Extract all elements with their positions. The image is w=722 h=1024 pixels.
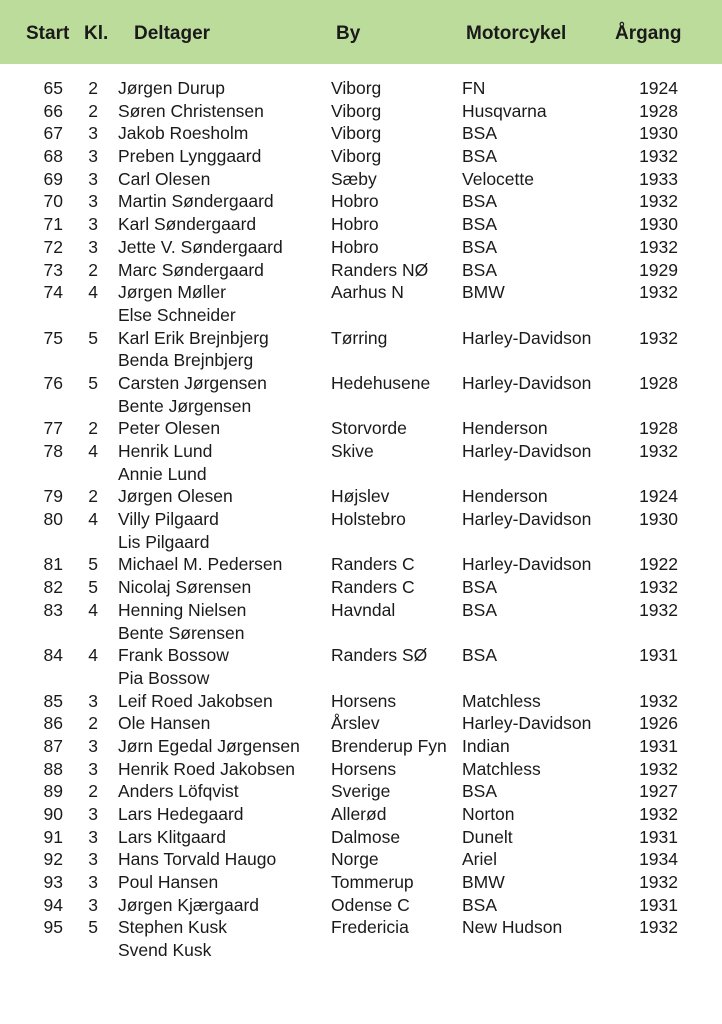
- table-row: [0, 735, 722, 758]
- city: Randers C: [331, 577, 415, 598]
- row-extra-line: [0, 349, 722, 372]
- city: Holstebro: [331, 509, 406, 530]
- row-main-line: [0, 236, 722, 259]
- participant-name: Henrik Lund: [118, 441, 213, 461]
- class-number: 3: [88, 804, 98, 824]
- class-number: 4: [88, 599, 98, 620]
- year: 1924: [639, 78, 678, 98]
- table-row: [0, 758, 722, 781]
- class-number: 2: [88, 418, 98, 439]
- class-number: 3: [88, 690, 98, 711]
- table-row: [0, 190, 722, 213]
- city: Randers SØ: [331, 645, 428, 666]
- motorcycle: Henderson: [462, 486, 548, 507]
- row-main-line: [0, 826, 722, 849]
- participant-name: Nicolaj Sørensen: [118, 577, 252, 598]
- row-main-line: [0, 190, 722, 213]
- row-main-line: [0, 848, 722, 871]
- city: Norge: [331, 849, 379, 870]
- table-row: [0, 236, 722, 259]
- participant-name: Karl Erik Brejnbjerg: [118, 327, 269, 348]
- city: Sverige: [331, 781, 391, 802]
- class-number: 2: [88, 781, 98, 802]
- city: Viborg: [331, 100, 382, 121]
- table-row: [0, 848, 722, 871]
- table-header: [0, 0, 722, 64]
- city: Randers NØ: [331, 259, 429, 280]
- motorcycle: Ariel: [462, 849, 498, 870]
- table-row: [0, 871, 722, 894]
- start-number: 94: [43, 894, 63, 915]
- table-row: [0, 372, 722, 417]
- motorcycle: New Hudson: [462, 917, 563, 938]
- city: Viborg: [331, 123, 382, 144]
- city: Fredericia: [331, 917, 409, 938]
- start-number: 81: [43, 554, 63, 575]
- year: 1932: [639, 441, 678, 461]
- city: Allerød: [331, 804, 387, 824]
- row-main-line: [0, 213, 722, 236]
- table-row: [0, 916, 722, 961]
- row-main-line: [0, 168, 722, 191]
- row-extra-line: [0, 622, 722, 645]
- class-number: 4: [88, 509, 98, 530]
- row-main-line: [0, 576, 722, 599]
- class-number: 2: [88, 259, 98, 280]
- year: 1928: [639, 418, 678, 439]
- header-motorcykel: Motorcykel: [466, 23, 567, 44]
- year: 1922: [639, 554, 678, 575]
- city: Dalmose: [331, 826, 401, 847]
- participant-name: Leif Roed Jakobsen: [118, 690, 273, 711]
- motorcycle: Norton: [462, 804, 515, 824]
- motorcycle: Harley-Davidson: [462, 509, 592, 530]
- start-number: 70: [43, 191, 63, 212]
- participant-name: Preben Lynggaard: [118, 146, 262, 167]
- motorcycle: BSA: [462, 599, 498, 620]
- row-extra-line: [0, 667, 722, 690]
- participant-name: Jette V. Søndergaard: [118, 236, 283, 257]
- class-number: 4: [88, 282, 98, 303]
- row-main-line: [0, 327, 722, 350]
- class-number: 5: [88, 577, 98, 598]
- row-extra-line: [0, 531, 722, 554]
- row-main-line: [0, 780, 722, 803]
- motorcycle: Velocette: [462, 168, 534, 189]
- class-number: 2: [88, 100, 98, 121]
- motorcycle: FN: [462, 78, 486, 98]
- class-number: 3: [88, 146, 98, 167]
- class-number: 2: [88, 78, 98, 98]
- participant-name: Anders Löfqvist: [118, 781, 239, 802]
- row-main-line: [0, 485, 722, 508]
- row-main-line: [0, 803, 722, 826]
- year: 1931: [639, 645, 678, 666]
- start-number: 65: [43, 78, 63, 98]
- motorcycle: BSA: [462, 645, 498, 666]
- participant-name: Jørgen Møller: [118, 282, 226, 303]
- class-number: 3: [88, 849, 98, 870]
- row-extra-line: [0, 463, 722, 486]
- row-main-line: [0, 259, 722, 282]
- row-main-line: [0, 372, 722, 395]
- start-number: 86: [43, 713, 63, 734]
- class-number: 5: [88, 372, 98, 393]
- start-number: 90: [43, 804, 63, 824]
- participant-name: Jørgen Olesen: [118, 486, 233, 507]
- start-number: 89: [43, 781, 63, 802]
- table-row: [0, 440, 722, 485]
- participant-name: Jørgen Kjærgaard: [118, 894, 260, 915]
- motorcycle: BSA: [462, 146, 498, 167]
- table-row: [0, 168, 722, 191]
- start-number: 95: [43, 917, 63, 938]
- start-number: 78: [43, 441, 63, 461]
- start-number: 71: [43, 214, 63, 235]
- class-number: 3: [88, 894, 98, 915]
- row-main-line: [0, 758, 722, 781]
- participant-name: Henning Nielsen: [118, 599, 247, 620]
- motorcycle: Dunelt: [462, 826, 513, 847]
- city: Tommerup: [331, 872, 414, 893]
- row-extra-line: [0, 939, 722, 962]
- header-kl: Kl.: [84, 23, 109, 44]
- class-number: 5: [88, 917, 98, 938]
- start-number: 74: [43, 282, 63, 303]
- year: 1932: [639, 146, 678, 167]
- participant-name: Marc Søndergaard: [118, 259, 264, 280]
- city: Horsens: [331, 690, 397, 711]
- row-main-line: [0, 894, 722, 917]
- participant-name: Else Schneider: [118, 304, 236, 325]
- table-row: [0, 100, 722, 123]
- motorcycle: BSA: [462, 191, 498, 212]
- participant-name: Bente Jørgensen: [118, 395, 252, 416]
- table-row: [0, 508, 722, 553]
- start-number: 69: [43, 168, 63, 189]
- city: Hedehusene: [331, 372, 431, 393]
- city: Skive: [331, 441, 374, 461]
- motorcycle: Harley-Davidson: [462, 713, 592, 734]
- row-main-line: [0, 712, 722, 735]
- class-number: 3: [88, 826, 98, 847]
- class-number: 2: [88, 713, 98, 734]
- row-main-line: [0, 145, 722, 168]
- start-number: 83: [43, 599, 63, 620]
- class-number: 5: [88, 327, 98, 348]
- participant-name: Villy Pilgaard: [118, 509, 219, 530]
- year: 1931: [639, 826, 678, 847]
- year: 1931: [639, 735, 678, 756]
- start-number: 92: [43, 849, 63, 870]
- table-row: [0, 690, 722, 713]
- city: Viborg: [331, 146, 382, 167]
- row-main-line: [0, 871, 722, 894]
- table-row: [0, 417, 722, 440]
- table-row: [0, 826, 722, 849]
- row-main-line: [0, 735, 722, 758]
- year: 1934: [639, 849, 678, 870]
- row-main-line: [0, 122, 722, 145]
- participant-name: Jørn Egedal Jørgensen: [118, 735, 300, 756]
- header-start: Start: [26, 23, 70, 44]
- table-row: [0, 780, 722, 803]
- participant-name: Søren Christensen: [118, 100, 264, 121]
- motorcycle: BMW: [462, 282, 505, 303]
- start-number: 87: [43, 735, 63, 756]
- class-number: 3: [88, 236, 98, 257]
- year: 1932: [639, 690, 678, 711]
- participant-name: Pia Bossow: [118, 667, 210, 688]
- motorcycle: Indian: [462, 735, 510, 756]
- city: Årslev: [331, 713, 380, 734]
- row-main-line: [0, 508, 722, 531]
- table-row: [0, 145, 722, 168]
- start-number: 93: [43, 872, 63, 893]
- start-number: 67: [43, 123, 63, 144]
- motorcycle: BMW: [462, 872, 505, 893]
- year: 1932: [639, 758, 678, 779]
- year: 1926: [639, 713, 678, 734]
- class-number: 3: [88, 735, 98, 756]
- header-deltager: Deltager: [134, 23, 211, 44]
- class-number: 3: [88, 214, 98, 235]
- start-number: 80: [43, 509, 63, 530]
- start-number: 84: [43, 645, 63, 666]
- year: 1932: [639, 327, 678, 348]
- motorcycle: BSA: [462, 236, 498, 257]
- participant-name: Ole Hansen: [118, 713, 211, 734]
- city: Viborg: [331, 78, 382, 98]
- participant-name: Martin Søndergaard: [118, 191, 274, 212]
- motorcycle: Henderson: [462, 418, 548, 439]
- table-row: [0, 712, 722, 735]
- start-number: 82: [43, 577, 63, 598]
- table-row: [0, 327, 722, 372]
- table-row: [0, 576, 722, 599]
- row-main-line: [0, 644, 722, 667]
- table-row: [0, 599, 722, 644]
- participant-name: Jørgen Durup: [118, 78, 225, 98]
- year: 1930: [639, 123, 678, 144]
- class-number: 3: [88, 758, 98, 779]
- row-main-line: [0, 100, 722, 123]
- year: 1932: [639, 599, 678, 620]
- participant-name: Bente Sørensen: [118, 622, 245, 643]
- year: 1927: [639, 781, 678, 802]
- row-main-line: [0, 599, 722, 622]
- header-argang: Årgang: [615, 23, 682, 44]
- row-main-line: [0, 690, 722, 713]
- start-number: 88: [43, 758, 63, 779]
- city: Brenderup Fyn: [331, 735, 447, 756]
- motorcycle: Harley-Davidson: [462, 554, 592, 575]
- row-main-line: [0, 281, 722, 304]
- start-number: 75: [43, 327, 63, 348]
- motorcycle: Harley-Davidson: [462, 327, 592, 348]
- year: 1924: [639, 486, 678, 507]
- table-row: [0, 553, 722, 576]
- year: 1930: [639, 214, 678, 235]
- year: 1928: [639, 100, 678, 121]
- motorcycle: Matchless: [462, 758, 541, 779]
- start-number: 85: [43, 690, 63, 711]
- participant-name: Peter Olesen: [118, 418, 221, 439]
- start-number: 91: [43, 826, 63, 847]
- table-row: [0, 213, 722, 236]
- row-main-line: [0, 916, 722, 939]
- motorcycle: BSA: [462, 894, 498, 915]
- city: Odense C: [331, 894, 410, 915]
- year: 1931: [639, 894, 678, 915]
- class-number: 4: [88, 441, 98, 461]
- city: Sæby: [331, 168, 377, 189]
- city: Tørring: [331, 327, 388, 348]
- city: Horsens: [331, 758, 397, 779]
- class-number: 3: [88, 191, 98, 212]
- year: 1928: [639, 372, 678, 393]
- motorcycle: BSA: [462, 123, 498, 144]
- participant-name: Henrik Roed Jakobsen: [118, 758, 296, 779]
- table-row: [0, 77, 722, 100]
- table-row: [0, 259, 722, 282]
- city: Randers C: [331, 554, 415, 575]
- participant-name: Carl Olesen: [118, 168, 211, 189]
- start-number: 77: [43, 418, 63, 439]
- start-number: 68: [43, 146, 63, 167]
- city: Havndal: [331, 599, 396, 620]
- motorcycle: BSA: [462, 781, 498, 802]
- participant-name: Michael M. Pedersen: [118, 554, 283, 575]
- city: Aarhus N: [331, 282, 404, 303]
- row-main-line: [0, 417, 722, 440]
- header-by: By: [336, 23, 361, 44]
- participant-name: Stephen Kusk: [118, 917, 227, 938]
- participant-name: Benda Brejnbjerg: [118, 350, 254, 371]
- city: Storvorde: [331, 418, 407, 439]
- table-row: [0, 894, 722, 917]
- city: Hobro: [331, 191, 379, 212]
- year: 1932: [639, 804, 678, 824]
- motorcycle: Harley-Davidson: [462, 441, 592, 461]
- participant-name: Carsten Jørgensen: [118, 372, 267, 393]
- city: Hobro: [331, 236, 379, 257]
- class-number: 3: [88, 123, 98, 144]
- participant-name: Hans Torvald Haugo: [118, 849, 277, 870]
- year: 1932: [639, 917, 678, 938]
- participant-table: [0, 77, 722, 962]
- table-row: [0, 485, 722, 508]
- year: 1932: [639, 577, 678, 598]
- year: 1932: [639, 282, 678, 303]
- participant-name: Lars Klitgaard: [118, 826, 226, 847]
- class-number: 5: [88, 554, 98, 575]
- city: Højslev: [331, 486, 390, 507]
- class-number: 2: [88, 486, 98, 507]
- row-main-line: [0, 553, 722, 576]
- year: 1932: [639, 191, 678, 212]
- motorcycle: Husqvarna: [462, 100, 547, 121]
- start-number: 72: [43, 236, 63, 257]
- participant-name: Annie Lund: [118, 463, 207, 484]
- start-number: 73: [43, 259, 63, 280]
- table-row: [0, 803, 722, 826]
- start-number: 79: [43, 486, 63, 507]
- table-row: [0, 281, 722, 326]
- city: Hobro: [331, 214, 379, 235]
- class-number: 3: [88, 872, 98, 893]
- row-extra-line: [0, 395, 722, 418]
- table-row: [0, 122, 722, 145]
- row-main-line: [0, 440, 722, 463]
- motorcycle: BSA: [462, 214, 498, 235]
- participant-name: Lars Hedegaard: [118, 804, 244, 824]
- motorcycle: Harley-Davidson: [462, 372, 592, 393]
- year: 1930: [639, 509, 678, 530]
- row-main-line: [0, 77, 722, 100]
- year: 1933: [639, 168, 678, 189]
- row-extra-line: [0, 304, 722, 327]
- class-number: 4: [88, 645, 98, 666]
- start-number: 76: [43, 372, 63, 393]
- year: 1932: [639, 872, 678, 893]
- year: 1929: [639, 259, 678, 280]
- class-number: 3: [88, 168, 98, 189]
- participant-name: Karl Søndergaard: [118, 214, 257, 235]
- table-row: [0, 644, 722, 689]
- participant-name: Frank Bossow: [118, 645, 229, 666]
- start-number: 66: [43, 100, 63, 121]
- year: 1932: [639, 236, 678, 257]
- motorcycle: BSA: [462, 259, 498, 280]
- participant-name: Poul Hansen: [118, 872, 219, 893]
- participant-name: Svend Kusk: [118, 940, 212, 961]
- participant-name: Lis Pilgaard: [118, 531, 210, 552]
- participant-name: Jakob Roesholm: [118, 123, 249, 144]
- motorcycle: BSA: [462, 577, 498, 598]
- motorcycle: Matchless: [462, 690, 541, 711]
